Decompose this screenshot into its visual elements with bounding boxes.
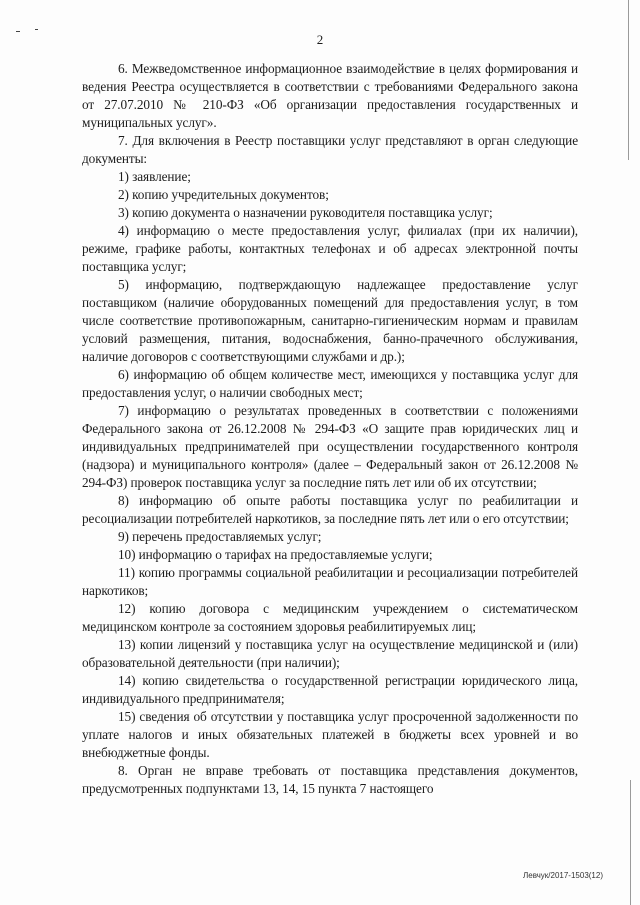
list-item: 8) информацию об опыте работы поставщика услуг по реабилитации и ресоциализации потребителей наркотиков, за последние пять лет или о его отсутствии; xyxy=(82,493,578,526)
list-item: 1) заявление; xyxy=(118,169,191,184)
scan-edge xyxy=(630,780,631,905)
paragraph: 8. Орган не вправе требовать от поставщика представления документов, предусмотренных подпунктами 13, 14, 15 пункта 7 настоящего xyxy=(82,763,578,796)
list-item: 2) копию учредительных документов; xyxy=(118,187,329,202)
list-item: 6) информацию об общем количестве мест, имеющихся у поставщика услуг для предоставления услуг, о наличии свободных мест; xyxy=(82,367,578,400)
list-item: 10) информацию о тарифах на предоставляемые услуги; xyxy=(118,547,433,562)
page-number: 2 xyxy=(316,32,324,47)
scan-edge xyxy=(628,0,629,160)
list-item: 9) перечень предоставляемых услуг; xyxy=(118,529,322,544)
list-item: 4) информацию о месте предоставления услуг, филиалах (при их наличии), режиме, графике работы, контактных телефонах и об адресах электронной почты поставщика услуг; xyxy=(82,223,578,274)
list-item: 5) информацию, подтверждающую надлежащее предоставление услуг поставщиком (наличие оборудованных помещений для предоставления услуг, в том числе соответствие противопожарным, санитарно-гигиеническим нормам и правилам условий размещения, питания, водоснабжения, банно-прачечного обслуживания, наличие договоров с соответствующими службами и др.); xyxy=(82,277,578,364)
paragraph: 6. Межведомственное информационное взаимодействие в целях формирования и ведения Реестра осуществляется в соответствии с требованиями Федерального закона от 27.07.2010 № 210-ФЗ «Об организации предоставления государственных и муниципальных услуг». xyxy=(82,61,578,130)
list-item: 13) копии лицензий у поставщика услуг на осуществление медицинской и (или) образовательной деятельности (при наличии); xyxy=(82,637,578,670)
list-item: 11) копию программы социальной реабилитации и ресоциализации потребителей наркотиков; xyxy=(82,565,578,598)
list-item: 12) копию договора с медицинским учреждением о систематическом медицинском контроле за состоянием здоровья реабилитируемых лиц; xyxy=(82,601,578,634)
list-item: 14) копию свидетельства о государственной регистрации юридического лица, индивидуального предпринимателя; xyxy=(82,673,578,706)
scan-mark xyxy=(16,31,20,32)
document-body xyxy=(82,60,578,798)
list-item: 3) копию документа о назначении руководителя поставщика услуг; xyxy=(118,205,493,220)
scan-mark xyxy=(35,29,38,30)
list-item: 7) информацию о результатах проведенных в соответствии с положениями Федерального закона от 26.12.2008 № 294-ФЗ «О защите прав юридических лиц и индивидуальных предпринимателей при осуществлении государственного контроля (надзора) и муниципального контроля» (далее – Федеральный закон от 26.12.2008 № 294-ФЗ) проверок поставщика услуг за последние пять лет или об их отсутствии; xyxy=(82,403,578,490)
list-item: 15) сведения об отсутствии у поставщика услуг просроченной задолженности по уплате налогов и иных обязательных платежей в бюджеты всех уровней и во внебюджетные фонды. xyxy=(82,709,578,760)
paragraph: 7. Для включения в Реестр поставщики услуг представляют в орган следующие документы: xyxy=(82,133,578,166)
document-code: Левчук/2017-1503(12) xyxy=(523,871,603,880)
